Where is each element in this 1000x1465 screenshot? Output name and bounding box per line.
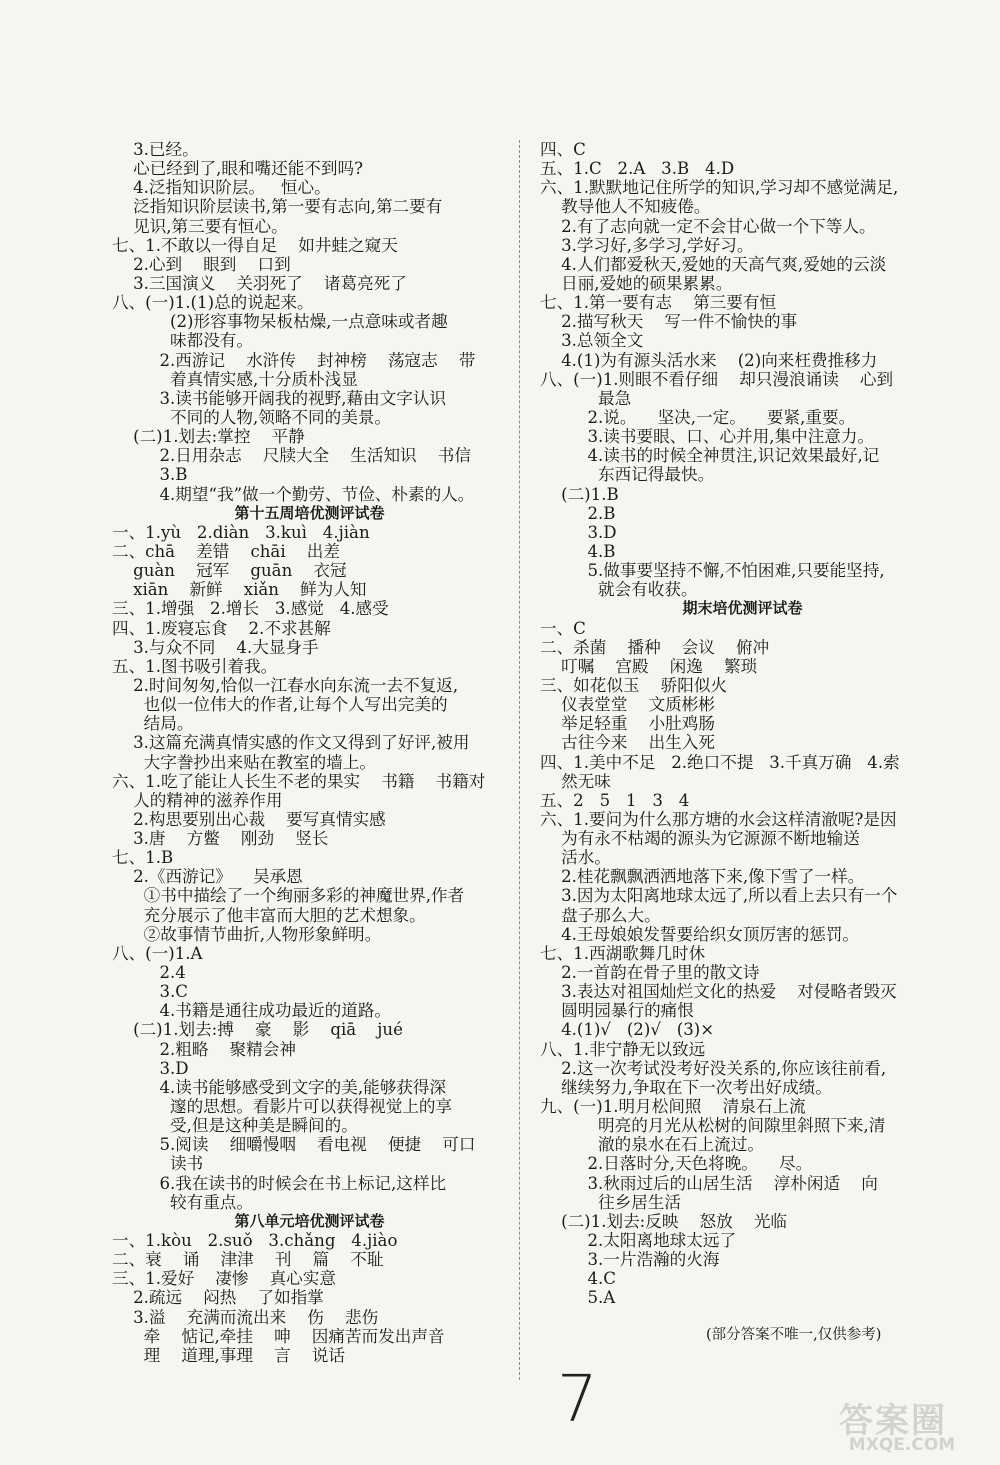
answer-line: 六、1.吃了能让人长生不老的果实 书籍 书籍对 bbox=[112, 771, 486, 791]
answer-line: 3.表达对祖国灿烂文化的热爱 对侵略者毁灭 bbox=[540, 982, 897, 1002]
answer-line: 八、(一)1.则眼不看仔细 却只漫浪诵读 心到 bbox=[540, 369, 894, 389]
answer-line: 3.C bbox=[112, 982, 189, 1002]
answer-line: (2)形容事物呆板枯燥,一点意味或者趣 bbox=[112, 312, 448, 332]
answer-line: 七、1.第一要有志 第三要有恒 bbox=[540, 293, 777, 313]
answer-line: 结局。 bbox=[112, 714, 194, 734]
answer-line: 最急 bbox=[540, 388, 632, 408]
answer-line: 大字誊抄出来贴在教室的墙上。 bbox=[112, 752, 376, 772]
answer-line: 较有重点。 bbox=[112, 1192, 253, 1212]
answer-line: 澈的泉水在石上流过。 bbox=[540, 1135, 764, 1155]
answer-line: 5.A bbox=[540, 1288, 616, 1308]
answer-line: 4.(1)√ (2)√ (3)× bbox=[540, 1020, 715, 1040]
answer-line: 二、chā 差错 chāi 出差 bbox=[112, 541, 340, 561]
footer-note: (部分答案不唯一,仅供参考) bbox=[706, 1327, 882, 1343]
answer-line: 2.描写秋天 写一件不愉快的事 bbox=[540, 312, 798, 332]
answer-line: 见识,第三要有恒心。 bbox=[112, 216, 288, 236]
answer-line: 2.日落时分,天色将晚。 尽。 bbox=[540, 1154, 813, 1174]
section-heading: 第八单元培优测评试卷 bbox=[234, 1211, 385, 1230]
answer-line: 九、(一)1.明月松间照 清泉石上流 bbox=[540, 1097, 806, 1117]
answer-line: (二)1.划去:反映 怒放 光临 bbox=[540, 1211, 788, 1231]
answer-line: 二、杀菌 播种 会议 俯冲 bbox=[540, 637, 770, 657]
answer-line: 3.一片浩瀚的火海 bbox=[540, 1250, 720, 1270]
answer-line: 3.已经。 bbox=[112, 140, 199, 159]
answer-line: 3.溢 充满而流出来 伤 悲伤 bbox=[112, 1307, 379, 1327]
answer-line: 也似一位伟大的作者,让每个人写出完美的 bbox=[112, 695, 448, 715]
answer-line: 3.与众不同 4.大显身手 bbox=[112, 637, 319, 657]
answer-line: 东西记得最快。 bbox=[540, 465, 715, 485]
answer-line: 5.做事要坚持不懈,不怕困难,只要能坚持, bbox=[540, 561, 885, 581]
answer-line: 4.期望“我”做一个勤劳、节俭、朴素的人。 bbox=[112, 484, 475, 504]
answer-line: xiān 新鲜 xiǎn 鲜为人知 bbox=[112, 580, 367, 600]
answer-line: 泛指知识阶层读书,第一要有志向,第二要有 bbox=[112, 197, 443, 217]
answer-line: 就会有收获。 bbox=[540, 580, 698, 600]
answer-line: 理 道理,事理 言 说话 bbox=[112, 1345, 345, 1365]
answer-line: 2.粗略 聚精会神 bbox=[112, 1039, 296, 1059]
answer-line: 3.三国演义 关羽死了 诸葛亮死了 bbox=[112, 273, 407, 293]
answer-line: 古往今来 出生入死 bbox=[540, 733, 715, 753]
answer-line: 3.D bbox=[112, 1058, 189, 1078]
answer-line: 人的精神的滋养作用 bbox=[112, 790, 283, 810]
answer-line: ①书中描绘了一个绚丽多彩的神魔世界,作者 bbox=[112, 886, 465, 906]
answer-line: 2.构思要别出心裁 要写真情实感 bbox=[112, 809, 386, 829]
answer-line: 日丽,爱她的硕果累累。 bbox=[540, 273, 733, 293]
answer-line: 二、衰 诵 津津 刊 篇 不耻 bbox=[112, 1250, 384, 1270]
answer-line: 叮嘱 宫殿 闲逸 繁琐 bbox=[540, 656, 758, 676]
answer-line: 一、C bbox=[540, 618, 586, 638]
watermark-logo bbox=[818, 1393, 988, 1457]
answer-line: 6.我在读书的时候会在书上标记,这样比 bbox=[112, 1173, 447, 1193]
answer-line: 七、1.不敢以一得自足 如井蛙之窥天 bbox=[112, 235, 398, 255]
answer-line: 邃的思想。看影片可以获得视觉上的享 bbox=[112, 1097, 453, 1117]
answer-line: 3.读书要眼、口、心并用,集中注意力。 bbox=[540, 427, 875, 447]
answer-line: 4.C bbox=[540, 1269, 617, 1289]
answer-line: 4.人们都爱秋天,爱她的天高气爽,爱她的云淡 bbox=[540, 254, 887, 274]
answer-line: 3.总领全文 bbox=[540, 331, 644, 351]
answer-line: 明亮的月光从松树的间隙里斜照下来,清 bbox=[540, 1116, 886, 1136]
answer-line: 2.有了志向就一定不会甘心做一个下等人。 bbox=[540, 216, 876, 236]
answer-line: 2.《西游记》 吴承恩 bbox=[112, 867, 303, 887]
answer-line: 四、C bbox=[540, 140, 586, 159]
answer-line: 受,但是这种美是瞬间的。 bbox=[112, 1116, 358, 1136]
answer-line: (二)1.划去:搏 豪 影 qiā jué bbox=[112, 1020, 403, 1040]
answer-line: 三、如花似玉 骄阳似火 bbox=[540, 675, 728, 695]
answer-line: guàn 冠军 guān 衣冠 bbox=[112, 561, 347, 581]
answer-line: 继续努力,争取在下一次考出好成绩。 bbox=[540, 1077, 832, 1097]
answer-line: 着真情实感,十分质朴浅显 bbox=[112, 369, 358, 389]
answer-line: 活水。 bbox=[540, 848, 611, 868]
answer-line: 教导他人不知疲倦。 bbox=[540, 197, 711, 217]
answer-line: 2.太阳离地球太远了 bbox=[540, 1231, 737, 1251]
answer-line: 4.(1)为有源头活水来 (2)向来枉费推移力 bbox=[540, 350, 878, 370]
answer-line: 3.唐 方鳖 刚劲 竖长 bbox=[112, 829, 329, 849]
answer-line: 2.B bbox=[540, 503, 616, 523]
right-column bbox=[540, 140, 945, 1308]
answer-line: 2.西游记 水浒传 封神榜 荡寇志 带 bbox=[112, 350, 476, 370]
answer-line: 五、1.图书吸引着我。 bbox=[112, 656, 278, 676]
answer-line: 4.书籍是通往成功最近的道路。 bbox=[112, 1001, 392, 1021]
answer-line: 四、1.废寝忘食 2.不求甚解 bbox=[112, 618, 331, 638]
answer-line: 2.一首韵在骨子里的散文诗 bbox=[540, 963, 760, 983]
answer-line: 2.日用杂志 尺牍大全 生活知识 书信 bbox=[112, 446, 471, 466]
answer-line: 4.B bbox=[540, 541, 616, 561]
answer-line: 3.读书能够开阔我的视野,藉由文字认识 bbox=[112, 388, 447, 408]
answer-line: 3.D bbox=[540, 522, 617, 542]
answer-line: 2.4 bbox=[112, 963, 186, 983]
answer-line: 八、1.非宁静无以致远 bbox=[540, 1039, 706, 1059]
answer-line: 不同的人物,领略不同的美景。 bbox=[112, 407, 392, 427]
section-heading: 第十五周培优测评试卷 bbox=[234, 503, 385, 522]
answer-line: 2.说。 坚决,一定。 要紧,重要。 bbox=[540, 407, 856, 427]
answer-line: 一、1.kòu 2.suǒ 3.chǎng 4.jiào bbox=[112, 1231, 398, 1251]
answer-line: 3.秋雨过后的山居生活 淳朴闲适 向 bbox=[540, 1173, 878, 1193]
answer-line: 2.桂花飘飘洒洒地落下来,像下雪了一样。 bbox=[540, 867, 865, 887]
page-number: 7 bbox=[557, 1363, 598, 1437]
answer-line: 4.泛指知识阶层。 恒心。 bbox=[112, 178, 331, 198]
answer-line: 2.时间匆匆,恰似一江春水向东流一去不复返, bbox=[112, 675, 459, 695]
answer-line: 牵 惦记,牵挂 呻 因痛苦而发出声音 bbox=[112, 1326, 445, 1346]
left-column bbox=[112, 140, 507, 1365]
answer-line: 四、1.美中不足 2.绝口不提 3.千真万确 4.索 bbox=[540, 752, 900, 772]
answer-line: 2.疏远 闷热 了如指掌 bbox=[112, 1288, 324, 1308]
answer-line: 七、1.西湖歌舞几时休 bbox=[540, 943, 706, 963]
section-heading: 期末培优测评试卷 bbox=[682, 599, 803, 618]
answer-line: 4.读书的时候全神贯注,识记效果最好,记 bbox=[540, 446, 880, 466]
answer-line: 3.B bbox=[112, 465, 188, 485]
answer-line: 4.读书能够感受到文字的美,能够获得深 bbox=[112, 1077, 447, 1097]
answer-line: 三、1.爱好 凄惨 真心实意 bbox=[112, 1269, 336, 1289]
answer-line: 然无味 bbox=[540, 771, 611, 791]
answer-line: 五、2 5 1 3 4 bbox=[540, 790, 690, 810]
answer-line: (二)1.划去:掌控 平静 bbox=[112, 427, 305, 447]
answer-line: 味都没有。 bbox=[112, 331, 253, 351]
answer-line: 六、1.默默地记住所学的知识,学习却不感觉满足, bbox=[540, 178, 899, 198]
answer-line: 一、1.yù 2.diàn 3.kuì 4.jiàn bbox=[112, 522, 370, 542]
answer-line: 六、1.要问为什么那方塘的水会这样清澈呢?是因 bbox=[540, 809, 897, 829]
answer-line: 3.学习好,多学习,学好习。 bbox=[540, 235, 754, 255]
answer-line: 往乡居生活 bbox=[540, 1192, 681, 1212]
answer-line: 3.因为太阳离地球太远了,所以看上去只有一个 bbox=[540, 886, 898, 906]
watermark-title: 答案圈 bbox=[839, 1401, 947, 1441]
answer-line: (二)1.B bbox=[540, 484, 619, 504]
answer-line: 2.这一次考试没考好没关系的,你应该往前看, bbox=[540, 1058, 887, 1078]
watermark-url: MXQE.COM bbox=[848, 1435, 956, 1455]
answer-line: 4.王母娘娘发誓要给织女顶厉害的惩罚。 bbox=[540, 924, 860, 944]
answer-line: ②故事情节曲折,人物形象鲜明。 bbox=[112, 924, 382, 944]
answer-line: 七、1.B bbox=[112, 848, 174, 868]
column-divider bbox=[519, 140, 520, 1380]
answer-line: 盘子那么大。 bbox=[540, 905, 661, 925]
answer-line: 八、(一)1.(1)总的说起来。 bbox=[112, 293, 314, 313]
answer-line: 仪表堂堂 文质彬彬 bbox=[540, 695, 715, 715]
answer-line: 八、(一)1.A bbox=[112, 943, 203, 963]
answer-line: 心已经到了,眼和嘴还能不到吗? bbox=[112, 159, 363, 179]
answer-line: 举足轻重 小肚鸡肠 bbox=[540, 714, 715, 734]
answer-line: 2.心到 眼到 口到 bbox=[112, 254, 291, 274]
answer-line: 读书 bbox=[112, 1154, 204, 1174]
answer-line: 为有永不枯竭的源头为它源源不断地输送 bbox=[540, 829, 860, 849]
answer-line: 三、1.增强 2.增长 3.感觉 4.感受 bbox=[112, 599, 389, 619]
answer-line: 圆明园暴行的痛恨 bbox=[540, 1001, 694, 1021]
answer-line: 五、1.C 2.A 3.B 4.D bbox=[540, 159, 735, 179]
answer-line: 充分展示了他丰富而大胆的艺术想象。 bbox=[112, 905, 426, 925]
answer-line: 3.这篇充满真情实感的作文又得到了好评,被用 bbox=[112, 733, 470, 753]
answer-line: 5.阅读 细嚼慢咽 看电视 便捷 可口 bbox=[112, 1135, 476, 1155]
